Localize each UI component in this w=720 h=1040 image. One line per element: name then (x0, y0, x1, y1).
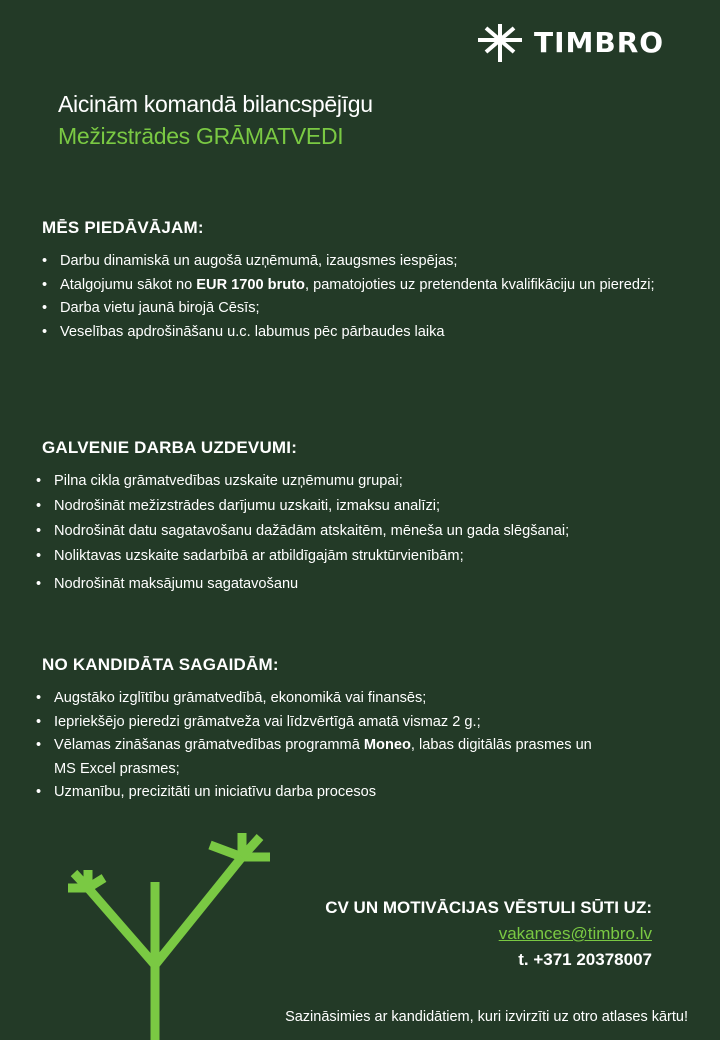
decorative-tree-icon (60, 815, 300, 1040)
timbro-logo (476, 18, 664, 66)
email-link[interactable]: vakances@timbro.lv (498, 924, 652, 943)
list-item: • Pilna cikla grāmatvedības uzskaite uzņēmumu grupai; (36, 469, 686, 494)
headline (58, 88, 373, 152)
list-item: • Darbu dinamiskā un augošā uzņēmumā, izaugsmes iespējas; (42, 250, 662, 274)
requirements-list (36, 687, 596, 805)
contact-title: CV UN MOTIVĀCIJAS VĒSTULI SŪTI UZ: (325, 898, 652, 917)
brand-name: TIMBRO (534, 25, 665, 59)
list-item: • Nodrošināt datu sagatavošanu dažādām atskaitēm, mēneša un gada slēgšanai; (36, 519, 686, 544)
list-item: • Augstāko izglītību grāmatvedībā, ekonomikā vai finansēs; (36, 687, 596, 711)
offer-title: MĒS PIEDĀVĀJAM: (42, 218, 204, 237)
list-item: • Nodrošināt mežizstrādes darījumu uzskaiti, izmaksu analīzi; (36, 494, 686, 519)
phone-number: t. +371 20378007 (518, 950, 652, 969)
timbro-tree-icon (476, 18, 524, 66)
list-item: • Iepriekšējo pieredzi grāmatveža vai līdzvērtīgā amatā vismaz 2 g.; (36, 711, 596, 735)
list-item: • Nodrošināt maksājumu sagatavošanu (36, 572, 686, 597)
list-item: • Uzmanību, precizitāti un iniciatīvu darba procesos (36, 781, 596, 805)
headline-line1: Aicinām komandā bilancspējīgu (58, 91, 373, 117)
duties-list (36, 469, 686, 597)
software-name: Moneo (363, 737, 411, 753)
contact-block (325, 895, 652, 973)
headline-job-title: Mežizstrādes GRĀMATVEDI (58, 123, 344, 149)
list-item: • Darba vietu jaunā birojā Cēsīs; (42, 297, 662, 321)
footer-note: Sazināsimies ar kandidātiem, kuri izvirzīti uz otro atlases kārtu! (285, 1009, 688, 1025)
salary-amount: EUR 1700 bruto (196, 276, 305, 293)
list-item: • Veselības apdrošināšanu u.c. labumus pēc pārbaudes laika (42, 321, 662, 345)
offer-list (42, 250, 662, 344)
list-item: • Vēlamas zināšanas grāmatvedības programmā Moneo, labas digitālās prasmes un MS Excel prasmes; (36, 734, 596, 781)
list-item: • Noliktavas uzskaite sadarbībā ar atbildīgajām struktūrvienībām; (36, 544, 686, 569)
duties-title: GALVENIE DARBA UZDEVUMI: (42, 438, 298, 457)
requirements-title: NO KANDIDĀTA SAGAIDĀM: (42, 655, 279, 674)
list-item: • Atalgojumu sākot no EUR 1700 bruto, pamatojoties uz pretendenta kvalifikāciju un pieredzi; (42, 274, 662, 298)
